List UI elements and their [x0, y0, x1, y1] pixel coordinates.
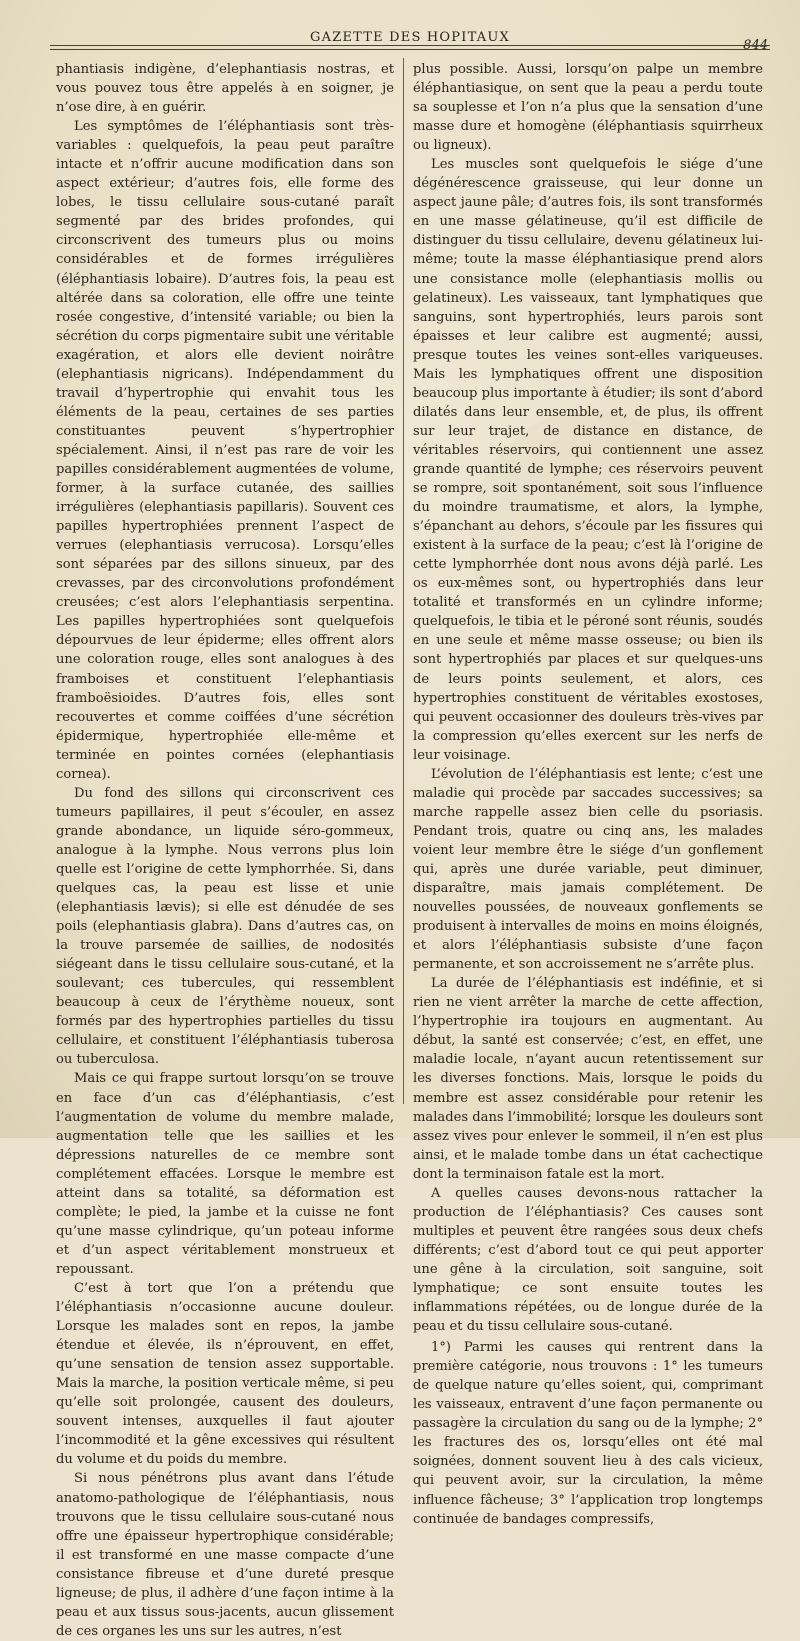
header-rule-bottom	[50, 49, 770, 50]
paragraph: C’est à tort que l’on a prétendu que l’éléphantiasis n’occasionne aucune douleur. Lorsque les malades sont en repos, la jambe étendue et élevée, ils n’éprouvent, en effet, qu’une sensation de tension assez supportable. Mais la marche, la position verticale même, si peu qu’elle soit prolongée, causent des douleurs, souvent intenses, auxquelles il faut ajouter l’incommodité et la gêne excessives qui résultent du volume et du poids du membre.	[56, 1281, 394, 1468]
paragraph: phantiasis indigène, d’elephantiasis nostras, et vous pouvez tous être appelés à en soigner, je n’ose dire, à en guérir.	[56, 62, 394, 116]
paragraph: L’évolution de l’éléphantiasis est lente; c’est une maladie qui procède par saccades successives; sa marche rappelle assez bien celle du psoriasis. Pendant trois, quatre ou cinq ans, les malades voient leur membre être le siége d’un gonflement qui, après une durée variable, peut diminuer, disparaître, mais jamais complétement. De nouvelles poussées, de nouveaux gonflements se produisent à intervalles de moins en moins éloignés, et alors l’éléphantiasis subsiste d’une façon permanente, et son accroissement ne s’arrête plus.	[413, 766, 763, 973]
paragraph: Mais ce qui frappe surtout lorsqu’on se trouve en face d’un cas d’éléphantiasis, c’est l’augmentation de volume du membre malade, augmentation telle que les saillies et les dépressions naturelles de ce membre sont complétement effacées. Lorsque le membre est atteint dans sa totalité, sa déformation est complète; le pied, la jambe et la cuisse ne font qu’une masse cylindrique, qu’un poteau informe et d’un aspect véritablement monstrueux et repoussant.	[56, 1071, 394, 1277]
header-rule-top	[50, 45, 770, 46]
paragraph: La durée de l’éléphantiasis est indéfinie, et si rien ne vient arrêter la marche de cette affection, l’hypertrophie ira toujours en augmentant. Au début, la santé est conservée; c’est, en effet, une maladie locale, n’ayant aucun retentissement sur les diverses fonctions. Mais, lorsque le poids du membre est assez considérable pour retenir les malades dans l’immobilité; lorsque les douleurs sont assez vives pour enlever le sommeil, il n’en est plus ainsi, et le malade tombe dans un état cachectique dont la terminaison fatale est la mort.	[413, 976, 763, 1182]
paragraph: Du fond des sillons qui circonscrivent ces tumeurs papillaires, il peut s’écouler, en assez grande abondance, un liquide séro-gommeux, analogue à la lymphe. Nous verrons plus loin quelle est l’origine de cette lymphorrhée. Si, dans quelques cas, la peau est lisse et unie (elephantiasis lævis); si elle est dénudée de ses poils (elephantiasis glabra). Dans d’autres cas, on la trouve parsemée de saillies, de nodosités siégeant dans le tissu cellulaire sous-cutané, et la soulevant; ces tubercules, qui ressemblent beaucoup à ceux de l’érythème noueux, sont formés par des hypertrophies partielles du tissu cellulaire, et constituent l’éléphantiasis tuberosa ou tuberculosa.	[56, 785, 394, 1068]
column-divider	[403, 58, 404, 1104]
paragraph: A quelles causes devons-nous rattacher la production de l’éléphantiasis? Ces causes sont multiples et peuvent être rangées sous deux chefs différents; c’est d’abord tout ce qui peut apporter une gêne à la circulation, soit sanguine, soit lymphatique; ce sont ensuite toutes les inflammations répétées, ou de longue durée de la peau et du tissu cellulaire sous-cutané.	[413, 1185, 763, 1335]
paragraph: Les symptômes de l’éléphantiasis sont très-variables : quelquefois, la peau peut paraître intacte et n’offrir aucune modification dans son aspect extérieur; d’autres fois, elle forme des lobes, le tissu cellulaire sous-cutané paraît segmenté par des brides profondes, qui circonscrivent des tumeurs plus ou moins considérables et de formes irrégulières (éléphantiasis lobaire). D’autres fois, la peau est altérée dans sa coloration, elle offre une teinte rosée congestive, d’intensité variable; ou bien la sécrétion du corps pigmentaire subit une véritable exagération, et alors elle devient noirâtre (elephantiasis nigricans). Indépendamment du travail d’hypertrophie qui envahit tous les éléments de la peau, certaines de ses parties constituantes peuvent s’hypertrophier spécialement. Ainsi, il n’est pas rare de voir les papilles considérablement augmentées de volume, former, à la surface cutanée, des saillies irrégulières (elephantiasis papillaris). Souvent ces papilles hypertrophiées prennent l’aspect de verrues (elephantiasis verrucosa). Lorsqu’elles sont séparées par des sillons sinueux, par des crevasses, par des circonvolutions profondément creusées; c’est alors l’elephantiasis serpentina. Les papilles hypertrophiées sont quelquefois dépourvues de leur épiderme; elles offrent alors une coloration rouge, elles sont analogues à des framboises et constituent l’elephantiasis framboësioides. D’autres fois, elles sont recouvertes et comme coiffées d’une sécrétion épidermique, hypertrophiée elle-même et terminée en pointes cornées (elephantiasis cornea).	[56, 119, 394, 782]
right-column	[413, 60, 763, 1529]
journal-title: GAZETTE DES HOPITAUX	[310, 30, 510, 45]
paragraph: 1°) Parmi les causes qui rentrent dans la première catégorie, nous trouvons : 1° les tumeurs de quelque nature qu’elles soient, qui, comprimant les vaisseaux, entravent d’une façon permanente ou passagère la circulation du sang ou de la lymphe; 2° les fractures des os, lorsqu’elles ont été mal soignées, donnent souvent lieu à des cals vicieux, qui peuvent avoir, sur la circulation, la même influence fâcheuse; 3° l’application trop longtemps continuée de bandages compressifs,	[413, 1340, 763, 1527]
paragraph: Si nous pénétrons plus avant dans l’étude anatomo-pathologique de l’éléphantiasis, nous trouvons que le tissu cellulaire sous-cutané nous offre une épaisseur hypertrophique considérable; il est transformé en une masse compacte d’une consistance fibreuse et d’une dureté presque ligneuse; de plus, il adhère d’une façon intime à la peau et aux tissus sous-jacents, aucun glissement de ces organes les uns sur les autres, n’est	[56, 1471, 394, 1639]
paragraph: plus possible. Aussi, lorsqu’on palpe un membre éléphantiasique, on sent que la peau a perdu toute sa souplesse et l’on n’a plus que la sensation d’une masse dure et homogène (éléphantiasis squirrheux ou ligneux).	[413, 62, 763, 154]
page-number: 844	[743, 38, 768, 53]
left-column	[56, 60, 394, 1641]
paragraph: Les muscles sont quelquefois le siége d’une dégénérescence graisseuse, qui leur donne un aspect jaune pâle; d’autres fois, ils sont transformés en une masse gélatineuse, qu’il est difficile de distinguer du tissu cellulaire, devenu gélatineux lui-même; toute la masse éléphantiasique prend alors une consistance molle (elephantiasis mollis ou gelatineux). Les vaisseaux, tant lymphatiques que sanguins, sont hypertrophiés, leurs parois sont épaisses et leur calibre est augmenté; aussi, presque toutes les veines sont-elles variqueuses. Mais les lymphatiques offrent une disposition beaucoup plus importante à étudier; ils sont d’abord dilatés dans leur ensemble, et, de plus, ils offrent sur leur trajet, de distance en distance, de véritables réservoirs, qui contiennent une assez grande quantité de lymphe; ces réservoirs peuvent se rompre, soit spontanément, soit sous l’influence du moindre traumatisme, et alors, la lymphe, s’épanchant au dehors, s’écoule par les fissures qui existent à la surface de la peau; c’est là l’origine de cette lymphorrhée dont nous avons déjà parlé. Les os eux-mêmes sont, ou hypertrophiés dans leur totalité et transformés en un cylindre informe; quelquefois, le tibia et le péroné sont réunis, soudés en une seule et même masse osseuse; ou bien ils sont hypertrophiés par places et sur quelques-uns de leurs points seulement, et alors, ces hypertrophies constituent de véritables exostoses, qui peuvent occasionner des douleurs très-vives par la compression qu’elles exercent sur les nerfs de leur voisinage.	[413, 157, 763, 763]
page-header	[50, 24, 770, 64]
